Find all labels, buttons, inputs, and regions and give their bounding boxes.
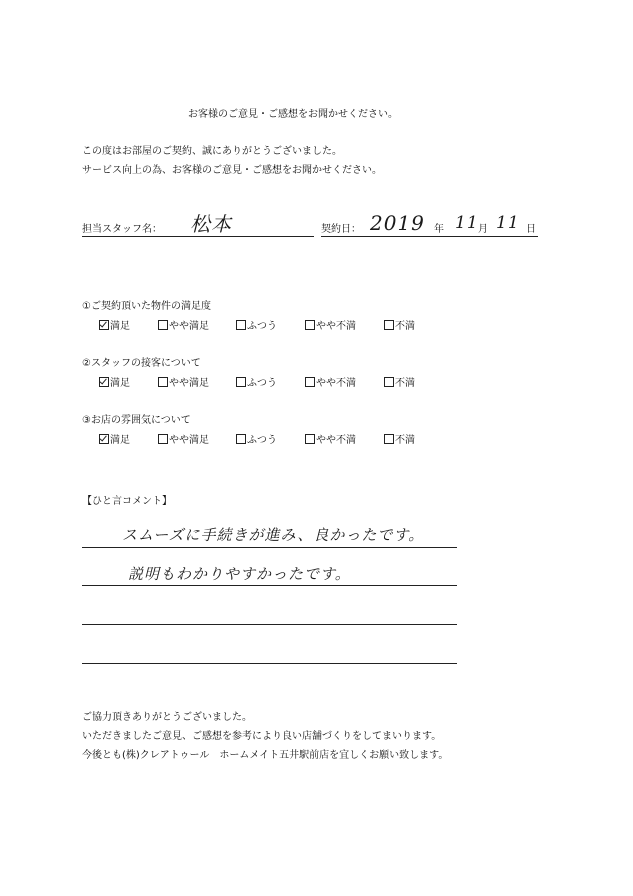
contract-month: 11 (455, 213, 479, 233)
checkbox-icon (236, 320, 246, 330)
q3-option-4[interactable] (305, 434, 356, 448)
checkbox-icon (384, 320, 394, 330)
q2-option-1[interactable] (99, 377, 130, 391)
q2-option-4[interactable] (305, 377, 356, 391)
option-label: 満足 (110, 378, 130, 389)
q1-option-1[interactable] (99, 320, 130, 334)
footer-line-3: 今後とも(株)クレアトゥール ホームメイト五井駅前店を宜しくお願い致します。 (82, 750, 449, 761)
checkbox-icon (305, 377, 315, 387)
option-label: やや不満 (316, 321, 356, 332)
option-label: 満足 (110, 435, 130, 446)
checkbox-icon (158, 377, 168, 387)
q3-option-1[interactable] (99, 434, 130, 448)
q3-option-2[interactable] (158, 434, 209, 448)
comment-label: 【ひと言コメント】 (82, 496, 172, 507)
checkbox-icon (158, 434, 168, 444)
checkbox-icon (305, 434, 315, 444)
q2-option-5[interactable] (384, 377, 415, 391)
contract-underline (321, 236, 538, 237)
question-1-label: ①ご契約頂いた物件の満足度 (82, 301, 211, 312)
q2-option-2[interactable] (158, 377, 209, 391)
option-label: 不満 (395, 435, 415, 446)
comment-rule-3 (82, 624, 457, 625)
contract-year-unit: 年 (434, 224, 444, 235)
checkbox-icon (158, 320, 168, 330)
option-label: やや満足 (169, 378, 209, 389)
checkbox-icon (384, 434, 394, 444)
checkbox-icon (236, 434, 246, 444)
footer-line-1: ご協力頂きありがとうございました。 (82, 712, 252, 723)
option-label: やや満足 (169, 321, 209, 332)
option-label: ふつう (247, 435, 277, 446)
contract-day-unit: 日 (526, 224, 536, 235)
checkbox-icon (384, 377, 394, 387)
staff-label: 担当スタッフ名： (82, 224, 162, 235)
checkbox-checked-icon (99, 377, 109, 387)
checkbox-icon (236, 377, 246, 387)
q1-option-3[interactable] (236, 320, 277, 334)
intro-line-1: この度はお部屋のご契約、誠にありがとうございました。 (82, 146, 342, 157)
option-label: 満足 (110, 321, 130, 332)
comment-line-1: スムーズに手続きが進み、良かったです。 (122, 526, 425, 544)
footer-line-2: いただきましたご意見、ご感想を参考により良い店舗づくりをしてまいります。 (82, 731, 442, 742)
staff-name: 松本 (190, 212, 232, 236)
contract-day: 11 (496, 213, 520, 233)
q1-option-5[interactable] (384, 320, 415, 334)
question-3-label: ③お店の雰囲気について (82, 415, 191, 426)
form-title: お客様のご意見・ご感想をお聞かせください。 (188, 109, 398, 120)
option-label: ふつう (247, 321, 277, 332)
checkbox-icon (305, 320, 315, 330)
q1-option-4[interactable] (305, 320, 356, 334)
option-label: 不満 (395, 378, 415, 389)
q3-option-5[interactable] (384, 434, 415, 448)
q1-option-2[interactable] (158, 320, 209, 334)
intro-line-2: サービス向上の為、お客様のご意見・ご感想をお聞かせください。 (82, 165, 382, 176)
comment-rule-4 (82, 663, 457, 664)
option-label: やや不満 (316, 378, 356, 389)
contract-month-unit: 月 (478, 224, 488, 235)
option-label: やや満足 (169, 435, 209, 446)
option-label: ふつう (247, 378, 277, 389)
q2-option-3[interactable] (236, 377, 277, 391)
checkbox-checked-icon (99, 434, 109, 444)
question-2-label: ②スタッフの接客について (82, 358, 201, 369)
option-label: やや不満 (316, 435, 356, 446)
contract-date-label: 契約日： (321, 224, 361, 235)
staff-underline (82, 236, 314, 237)
option-label: 不満 (395, 321, 415, 332)
comment-rule-1 (82, 547, 457, 548)
comment-rule-2 (82, 585, 457, 586)
checkbox-checked-icon (99, 320, 109, 330)
comment-line-2: 説明もわかりやすかったです。 (128, 565, 351, 583)
contract-year: 2019 (370, 211, 425, 235)
q3-option-3[interactable] (236, 434, 277, 448)
